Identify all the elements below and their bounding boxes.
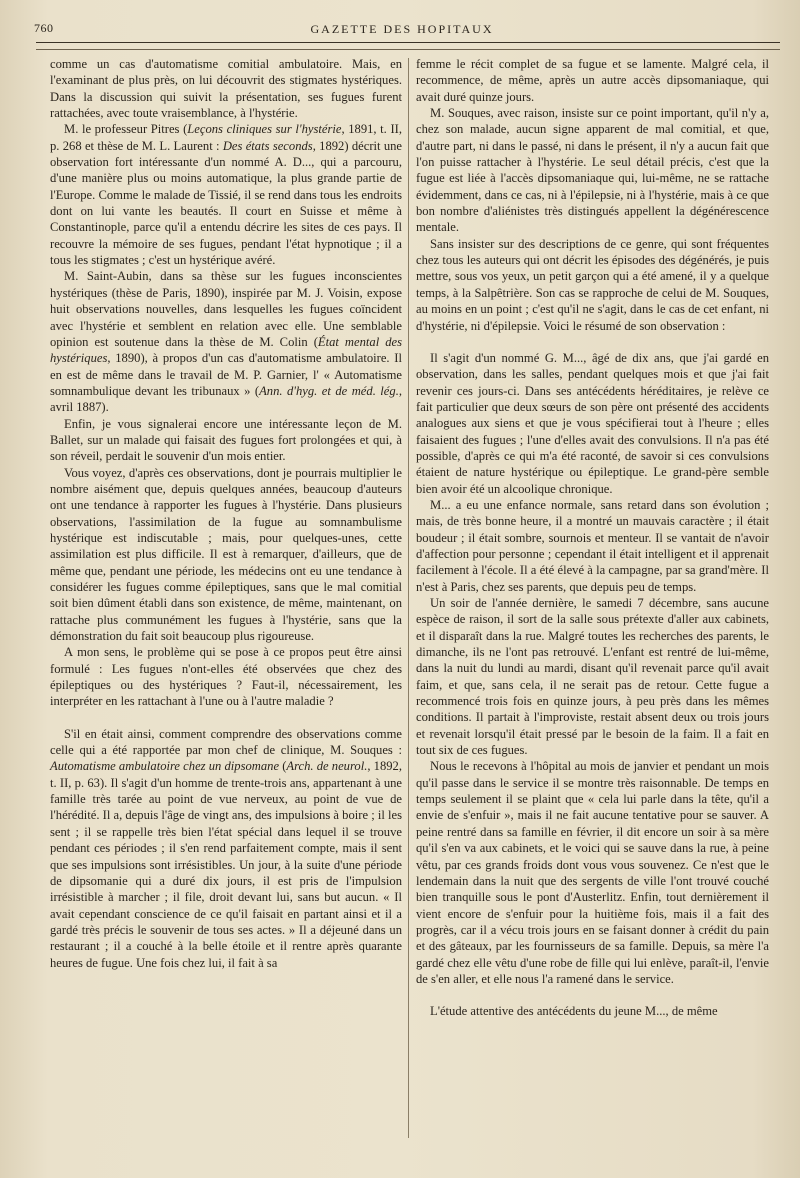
text-run: M. Saint-Aubin, dans sa thèse sur les fugues inconscientes hystériques (thèse de Paris, 1890), inspirée par M. J. Voisin, expose huit observations nouvelles, dans lesquelles les fugues coïncident avec l'hystérie et semblent en relation avec elle. Une semblable opinion est soutenue dans la thèse de M. Colin ( <box>50 269 402 349</box>
paragraph: Sans insister sur des descriptions de ce genre, qui sont fréquentes chez tous les auteurs qui ont décrit les épisodes des dégénérés, je puis mettre, sous vos yeux, un petit garçon qui a été amené, il y a quelque temps, à la Salpêtrière. Son cas se rapproche de celui de M. Souques, au moins en un point ; c'est qu'il ne s'agit, dans le cas de cet enfant, ni d'hystérie, ni d'épilepsie. Voici le résumé de son observation : <box>416 236 769 333</box>
paragraph: comme un cas d'automatisme comitial ambulatoire. Mais, en l'examinant de plus près, on lui découvrit des stigmates hystériques. Dans la discussion qui suivit la présentation, ses fugues furent rattachées, avec toute vraisemblance, à l'hystérie. <box>50 57 402 121</box>
paragraph: M... a eu une enfance normale, sans retard dans son évolution ; mais, de très bonne heure, il a montré un mauvais caractère ; il était boudeur ; il était sombre, sournois et menteur. Il se vantait de n'avoir d'affection pour personne ; cependant il était intelligent et il apprenait facilement à l'école. Il a été élevé à la campagne, par sa grand'mère. Il n'est à Paris, chez ses parents, que depuis peu de temps. <box>416 497 769 594</box>
text-run: M. le professeur Pitres ( <box>64 122 188 137</box>
page-header <box>28 16 776 42</box>
citation: Automatisme ambulatoire chez un dipsomane <box>50 759 280 774</box>
paragraph: Il s'agit d'un nommé G. M..., âgé de dix ans, que j'ai gardé en observation, dans les salles, pendant quelques mois et que j'ai fait revenir ces jours-ci. Dans ses antécédents héréditaires, je relève ce fait particulier que deux sœurs de son père ont présenté des accidents analogues aux siens et que je vous spécifierai tout à l'heure ; elles faisaient des fugues ; l'une d'elles avait des convulsions. Il n'a pas été possible, d'après ce qui m'a été raconté, de savoir si ces convulsions étaient de nature hystérique ou épileptique. Le grand-père semble bien avoir été un alcoolique chronique. <box>416 350 769 496</box>
text-run: S'il en était ainsi, comment comprendre des observations comme celle qui a été rapportée par mon chef de clinique, M. Souques : <box>50 726 402 758</box>
citation: Ann. d'hyg. et de méd. lég. <box>259 383 399 398</box>
journal-title: GAZETTE DES HOPITAUX <box>310 21 494 36</box>
paragraph: Enfin, je vous signalerai encore une intéressante leçon de M. Ballet, sur un malade qui faisait des fugues fort prolongées et qui, à son réveil, perdait le souvenir d'un mois entier. <box>50 416 402 464</box>
paragraph: A mon sens, le problème qui se pose à ce propos peut être ainsi formulé : Les fugues n'ont-elles été observées que chez des épileptiques ou des hystériques ? Faut-il, nécessairement, les interpréter en les rattachant à l'une ou à l'autre maladie ? <box>50 645 402 709</box>
paragraph <box>50 726 402 971</box>
text-run: ( <box>279 759 287 774</box>
page-number: 760 <box>34 21 54 35</box>
paragraph: Nous le recevons à l'hôpital au mois de janvier et pendant un mois qu'il passe dans le service il se montre très raisonnable. De temps en temps seulement il se plaint que « cela lui parle dans la tête, qu'il a envie de s'enfuir », mais il ne fait aucune tentative pour se sauver. A peine rentré dans sa famille en février, il dit encore un soir à sa mère qu'il s'en va aux cabinets, et le voici qui se sauve dans la rue, à peine vêtu, par ces grands froids dont vous vous souvenez. Ce n'est que le lendemain dans la nuit que des sergents de ville l'ont trouvé couché bien tranquille sous le pont d'Austerlitz. Enfin, tout dernièrement il vient encore de s'enfuir pour la huitième fois, mais il a fait des progrès, car il a vécu trois jours en se faisant donner à crédit du pain et des gâteaux, par les fournisseurs de sa famille. Depuis, sa mère l'a gardé chez elle vêtu d'une robe de fille qui lui enlève, paraît-il, l'envie de s'en aller, et elle nous l'a ramené dans le service. <box>416 759 769 986</box>
paragraph: femme le récit complet de sa fugue et se lamente. Malgré cela, il recommence, de même, après un autre accès dipsomaniaque, qui avait duré quinze jours. <box>416 57 769 104</box>
header-rule <box>36 42 780 50</box>
paragraph: Vous voyez, d'après ces observations, dont je pourrais multiplier le nombre aisément que, depuis quelques années, beaucoup d'auteurs ont une tendance à rapporter les fugues à l'hystérie. Dans plusieurs observations, l'assimilation de la fugue au somnambulisme hystérique est indiscutable ; mais, pour quelques-unes, cette assimilation est plus difficile. Il est à remarquer, d'ailleurs, que de même que, pendant une période, les médecins ont eu une tendance à considérer les fugues comme épileptiques, sans que le mal comitial soit bien dûment établi dans son existence, de même, maintenant, on rattache plus communément les fugues à l'hystérie, sans que la démonstration du fait soit beaucoup plus rigoureuse. <box>50 465 402 644</box>
paragraph: L'étude attentive des antécédents du jeune M..., de même <box>430 1004 718 1019</box>
text-run: , 1890), à propos d'un cas d'automatisme ambulatoire. Il en est de même dans le travail de M. P. Garnier, l' « Automatisme somnambulique devant les tribunaux » ( <box>50 351 402 398</box>
citation: État mental des hystériques <box>50 334 402 366</box>
paragraph <box>50 268 402 415</box>
right-column <box>416 56 769 1020</box>
citation: Des états seconds <box>222 138 313 153</box>
left-column <box>50 56 402 971</box>
paragraph <box>50 121 402 268</box>
text-run: , 1891, t. II, p. 268 et thèse de M. L. Laurent : <box>50 122 402 153</box>
column-divider <box>408 58 409 1138</box>
paragraph: M. Souques, avec raison, insiste sur ce point important, qu'il n'y a, chez son malade, aucun signe apparent de mal comitial, et que, d'autre part, ni dans le passé, ni dans le présent, il n'y a aucun fait que l'on puisse rattacher à l'hystérie. Le seul détail précis, c'est que la fugue est liée à l'accès dipsomaniaque qui, lui-même, ne se rattache évidemment, dans ce cas, ni à l'épilepsie, ni à l'hystérie, mais à ce que bon nombre d'aliénistes très distingués appellent la dégénérescence mentale. <box>416 106 769 235</box>
citation: Leçons cliniques sur l'hystérie <box>187 122 342 137</box>
text-run: , avril 1887). <box>50 383 402 415</box>
text-run: , 1892, t. II, p. 63). Il s'agit d'un homme de trente-trois ans, appartenant à une famille très tarée au point de vue nerveux, au point de vue de l'hérédité. Il a, depuis l'âge de vingt ans, des impulsions à boire ; il les sent ; il se rappelle très bien l'état spécial dans lequel il se trouve pendant ces périodes ; il s'en rend parfaitement compte, mais il sent que ses impulsions sont irrésistibles. Un jour, à la suite d'une période de dipsomanie qui a duré dix jours, il est pris de l'impulsion irrésistible à marcher ; il file, droit devant lui, sans but aucun. « Il avait cependant conscience de ce qu'il faisait en partant ainsi et il a gardé très précis le souvenir de tous ses actes. » Il a déjeuné dans un restaurant ; il a couché à la belle étoile et il rentre après quarante heures de fugue. Une fois chez lui, il fait à sa <box>50 759 403 970</box>
citation: Arch. de neurol. <box>286 759 368 774</box>
text-run: , 1892) décrit une observation fort intéressante d'un nommé A. D..., qui a parcouru, d'une manière plus ou moins automatique, la plus grande partie de l'Europe. Comme le malade de Tissié, il se rend dans tous les endroits dont on lui vante les beautés. Il court en Suisse et même à Constantinople, parce qu'il a entendu décrire les sites de ces pays. Il recouvre la mémoire de ses fugues, pendant l'état hypnotique ; il a tous les stigmates ; c'est un hystérique avéré. <box>50 138 403 268</box>
paragraph: Un soir de l'année dernière, le samedi 7 décembre, sans aucune espèce de raison, il sort de la salle sous prétexte d'aller aux cabinets, et il disparaît dans la rue. Malgré toutes les recherches des parents, le dimanche, ils ne l'ont pas retrouvé. L'enfant est rentré de lui-même, dans la nuit du lundi au mardi, disant qu'il revenait parce qu'il avait faim, et que, sans cela, il ne serait pas de retour. Cette fugue a recommencé trois fois en quinze jours, à peu près dans les mêmes conditions. Il partait à l'improviste, restait absent deux ou trois jours et revenait lorsqu'il était pressé par le besoin de la faim. Il a fait en tout six de ces fugues. <box>416 596 769 758</box>
